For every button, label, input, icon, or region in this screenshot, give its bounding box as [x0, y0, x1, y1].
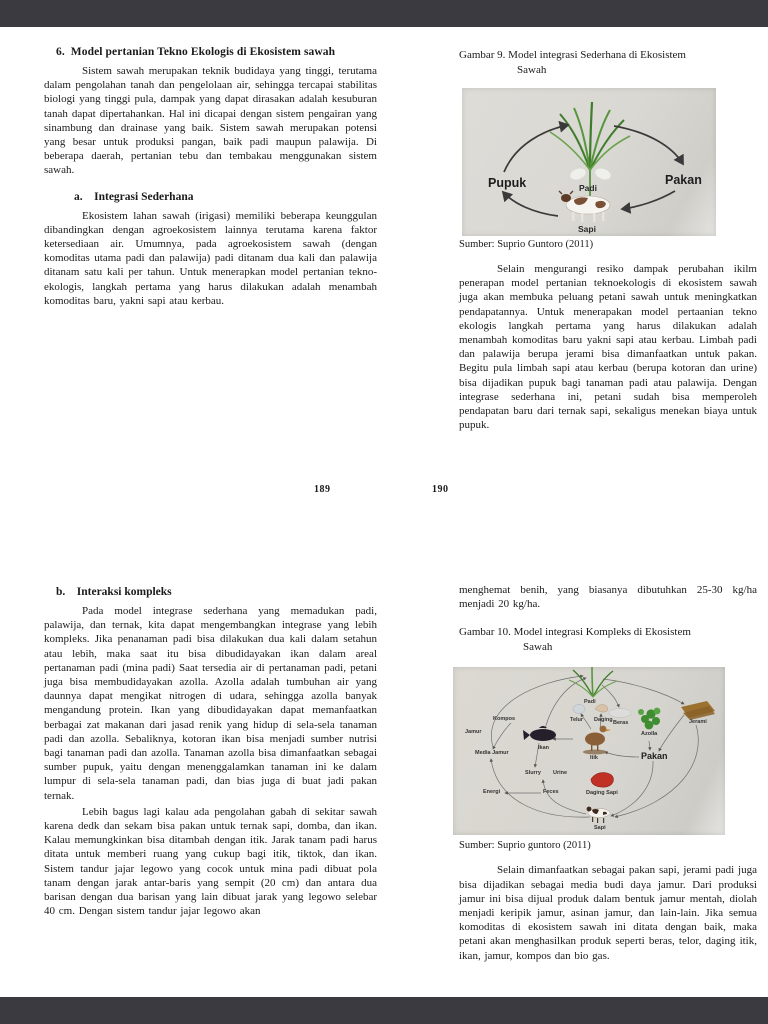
fig10-label-jerami: Jerami [689, 719, 707, 726]
egg-icon [573, 705, 585, 714]
figure9-caption-line2: Sawah [517, 64, 547, 76]
fig10-label-ikan: Ikan [538, 745, 550, 752]
subsection-heading-a: a. Integrasi Sederhana [74, 190, 194, 203]
figure9-photo [462, 88, 716, 236]
paragraph: Lebih bagus lagi kalau ada pengolahan gabah di sekitar sawah karena dedk dan sekam bisa pakan untuk ternak sapi, domba, dan ikan. Kalau memungkinkan bisa ditambah dengan itik. Jarak tanam padi harus ditata untuk memberi ruang yang cukup bagi itik, tiktok, dan ikan. Sistem tandur jajar legowo yang cocok untuk mina padi dibuat pola tanam dengan jarak antar-baris yang sempit (20 cm) dan antara dua barisan dengan dua barisan yang lain dibuat jarak yang legowo selebar 40 cm. Dengan sistem tandur jajar legowo akan [44, 805, 377, 918]
fig10-label-telur: Telur [570, 717, 584, 724]
figure10-caption [459, 625, 757, 655]
fig9-label-pakan: Pakan [665, 173, 702, 187]
figure9-caption-line1: Gambar 9. Model integrasi Sederhana di Ekosistem [459, 49, 686, 61]
figure9-caption [459, 48, 757, 78]
fig10-label-padi: Padi [584, 699, 596, 706]
fig10-label-pakan: Pakan [641, 751, 668, 762]
page-number-190: 190 [432, 484, 449, 495]
paragraph: Pada model integrase sederhana yang memadukan padi, palawija, dan ternak, kita dapat mengembangkan integrase yang lebih kompleks. Jika penanaman padi bisa dilakukan dua kali dalam setahun atau lebih, maka saat itu bisa dibudidayakan ikan dalam areal pertanaman padi (mina padi) Saat tersedia air di pertanaman padi, petani juga bisa membudidayakan azolla. Azolla adalah tumbuhan air yang daunnya dapat mengikat nitrogen di udara, sehingga azolla banyak mengandung protein. Ikan yang dibudidayakan dapat memanfaatkan berbagai zat makanan dari jasad renik yang hidup di sela-sela tanaman padi dan azolla. Sebaliknya, kotoran ikan bisa menjadi sumber nutrisi bagi tanaman padi dan azolla. Tanaman azolla bisa dimanfaatkan sebagai sumber pupuk, yaitu dengan menenggalamkan tanaman ini ke dalam lumpur di sela-sela tanaman padi, dan bias juga di buat jadi pakan ternak. [44, 605, 377, 802]
paragraph: Selain mengurangi resiko dampak perubahan ikilm penerapan model pertanian teknoekologis di ekosistem sawah juga akan membuka peluang petani sawah untuk meningkatkan pendapatannya. Untuk menerapakan model pertaanian tekno ekologis langkah pertama yang harus dilakukan adalah menambah komoditas baru yakni sapi atau kerbau. Limbah padi dan palawija berupa jerami bisa dimanfaatkan untuk pakan. Begitu pula limbah sapi atau kerbau (berupa kotoran dan urine) bisa dijadikan pupuk bagi tanaman padi atau palawija. Dengan integrase sederhana ini, petani sudah bisa memperoleh pendapatan baru dari ternak sapi, sekaligus menekan biaya untuk pupuk. [459, 263, 757, 432]
azolla-icon [638, 708, 660, 730]
figure9-diagram [462, 88, 716, 236]
paragraph: Sistem sawah merupakan teknik budidaya yang tinggi, terutama dalam pengolahan tanah dan pengelolaan air, sehingga tercapai stabilitas biologi yang tinggi pula, dampak yang dapat dirasakan adalah kesuburan tanah dapat dipertahankan. Hal ini dicapai dengan sistem pengairan yang sinambung dan drainase yang baik. Sistem sawah merupakan potensi yang besar untuk produksi pangan, baik padi maupun palawija. Di beberapa daerah, pertanian tebu dan tembakau menggunakan sistem sawah. [44, 65, 377, 177]
fig10-label-energi: Energi [483, 789, 501, 796]
fig10-label-kompos: Kompos [493, 716, 515, 723]
rice-plant-icon [550, 102, 630, 196]
meat-icon [591, 773, 613, 788]
paragraph: Ekosistem lahan sawah (irigasi) memiliki beberapa keunggulan dibandingkan dengan agroekosistem lainnya terutama karena faktor ketersediaan air. Umumnya, pada agroekosistem sawah (dengan komoditas utama padi dan palawija) padi ditanam dua kali dan palawija ditanam satu kali per tahun. Untuk menerapkan model pertanian tekno-ekologis, langkah pertama yang harus dilakukan adalah menambah komoditas baru, yakni sapi atau kerbau. [44, 209, 377, 307]
fig10-label-jamur: Jamur [465, 729, 482, 736]
fig10-label-feces: Feces [543, 789, 559, 796]
page-192-column [459, 583, 757, 963]
page-number-189: 189 [314, 484, 331, 495]
fig10-label-daging-sapi: Daging Sapi [586, 790, 618, 797]
figure10-photo [453, 667, 725, 835]
fish-icon [523, 726, 556, 741]
jerami-icon [681, 701, 715, 720]
figure9-source: Sumber: Suprio Guntoro (2011) [459, 239, 594, 250]
fig10-label-azolla: Azolla [641, 731, 658, 738]
viewer-bottom-bar [0, 997, 768, 1024]
fig10-icons [523, 667, 715, 823]
fig10-label-sapi: Sapi [594, 825, 606, 832]
fig10-label-itik: Itik [590, 755, 598, 762]
page-191-column [44, 586, 377, 918]
fig9-label-sapi: Sapi [578, 224, 596, 234]
fig10-label-urine: Urine [553, 770, 568, 777]
fig10-label-daging: Daging [594, 717, 613, 724]
fig10-label-beras: Beras [613, 720, 629, 727]
subsection-heading-b: b. Interaksi kompleks [56, 586, 172, 598]
viewer-top-bar [0, 0, 768, 27]
paragraph: Selain dimanfaatkan sebagai pakan sapi, jerami padi juga bisa dijadikan sebagai media budi daya jamur. Dari produksi jamur ini bisa dijual produk dalam bentuk jamur mentah, diolah menjadi keripik jamur, asinan jamur, dan lain-lain. Jika semua komoditas di ekosistem sawah ini ditata dengan baik, maka petani akan menghasilkan produk seperti beras, telor, daging itik, ikan, jamur, kompos dan bio gas. [459, 864, 757, 962]
figure10-caption-line2: Sawah [523, 641, 553, 654]
bird-icon [595, 705, 608, 713]
paragraph: menghemat benih, yang biasanya dibutuhkan 25-30 kg/ha menjadi 20 kg/ha. [459, 584, 757, 611]
fig10-label-media-jamur: Media Jamur [475, 750, 509, 757]
cow-icon [559, 191, 610, 222]
fig9-label-pupuk: Pupuk [488, 176, 527, 190]
figure10-source: Sumber: Suprio guntoro (2011) [459, 840, 591, 852]
fig9-label-padi: Padi [579, 183, 597, 193]
figure10-caption-line1: Gambar 10. Model integrasi Kompleks di Ekosistem [459, 626, 691, 639]
duck-icon [583, 726, 611, 755]
page-190-column [459, 48, 757, 432]
fig10-label-slurry: Slurry [525, 770, 541, 777]
page-189-column [44, 46, 377, 308]
section-heading: 6. Model pertanian Tekno Ekologis di Ekosistem sawah [56, 46, 336, 58]
cow-small-icon [587, 807, 610, 823]
